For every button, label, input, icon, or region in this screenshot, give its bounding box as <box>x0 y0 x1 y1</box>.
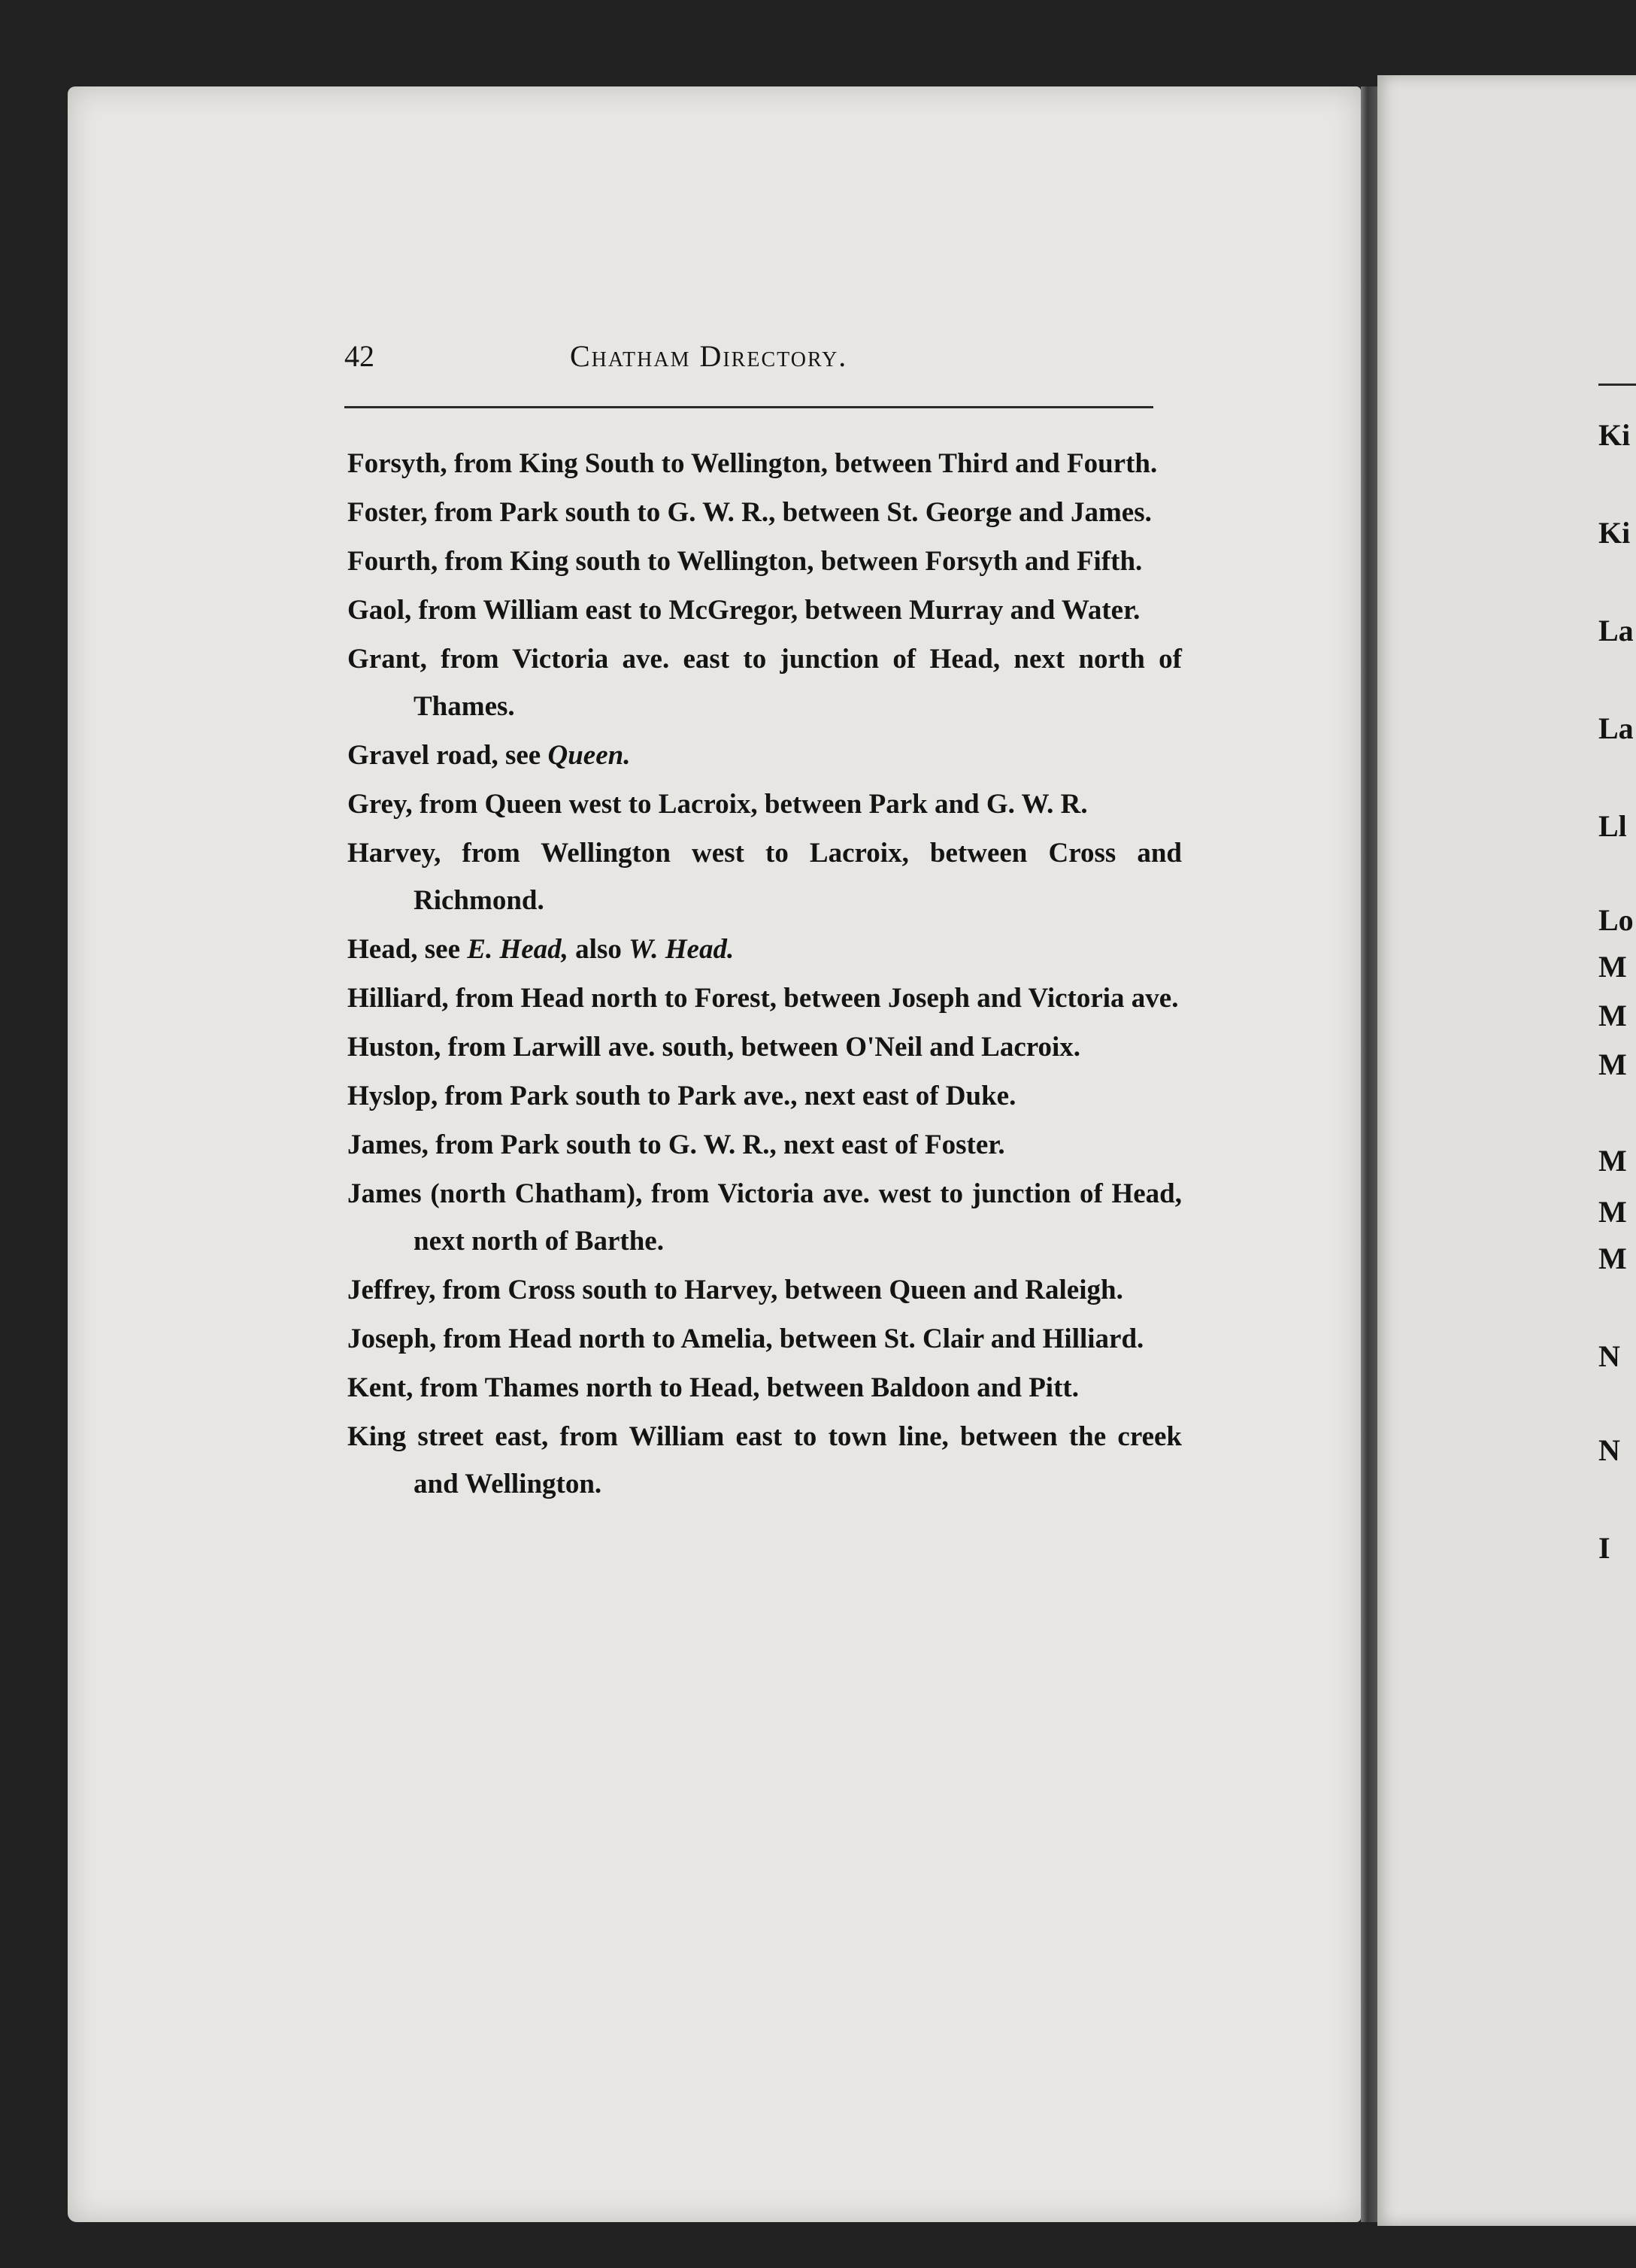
right-fragment: M <box>1598 1048 1627 1081</box>
page-header <box>344 338 1153 384</box>
right-fragment: Ki <box>1598 418 1631 452</box>
right-fragment: Ki <box>1598 516 1631 550</box>
right-fragment: N <box>1598 1433 1620 1467</box>
right-fragment: Lo <box>1598 903 1634 937</box>
right-fragment: Ll <box>1598 809 1627 843</box>
directory-entry: Harvey, from Wellington west to Lacroix, between Cross and Richmond. <box>347 838 1182 916</box>
directory-entry: Hyslop, from Park south to Park ave., next east of Duke. <box>347 1081 1016 1111</box>
right-fragment: M <box>1598 1195 1627 1229</box>
directory-entry: Fourth, from King south to Wellington, between Forsyth and Fifth. <box>347 546 1143 577</box>
directory-entry: James, from Park south to G. W. R., next east of Foster. <box>347 1129 1005 1160</box>
directory-entry: Head, see E. Head, also W. Head. <box>347 934 735 965</box>
directory-entry: Hilliard, from Head north to Forest, between Joseph and Victoria ave. <box>347 983 1179 1014</box>
book-gutter <box>1361 86 1377 2222</box>
right-fragment: M <box>1598 1242 1627 1275</box>
directory-entry: Kent, from Thames north to Head, between Baldoon and Pitt. <box>347 1372 1079 1403</box>
right-fragment: La <box>1598 711 1634 745</box>
right-fragment: I <box>1598 1531 1610 1565</box>
right-page-rule <box>1598 384 1636 386</box>
directory-entry: Gravel road, see Queen. <box>347 740 631 771</box>
page-number: 42 <box>344 339 374 373</box>
right-fragment: N <box>1598 1339 1620 1373</box>
directory-entry: Grey, from Queen west to Lacroix, between Park and G. W. R. <box>347 789 1088 820</box>
directory-entry: King street east, from William east to town line, between the creek and Wellington. <box>347 1421 1182 1499</box>
directory-entry: Joseph, from Head north to Amelia, between St. Clair and Hilliard. <box>347 1324 1144 1354</box>
header-rule <box>344 406 1153 408</box>
directory-entry: Grant, from Victoria ave. east to junction of Head, next north of Thames. <box>347 644 1182 722</box>
directory-entry: Gaol, from William east to McGregor, between Murray and Water. <box>347 595 1141 626</box>
directory-entry: James (north Chatham), from Victoria ave. west to junction of Head, next north of Barthe. <box>347 1178 1182 1257</box>
directory-entry: Forsyth, from King South to Wellington, between Third and Fourth. <box>347 448 1158 479</box>
directory-entry: Huston, from Larwill ave. south, between O'Neil and Lacroix. <box>347 1032 1081 1063</box>
directory-entry: Foster, from Park south to G. W. R., between St. George and James. <box>347 497 1152 528</box>
right-fragment: M <box>1598 950 1627 984</box>
right-fragment: M <box>1598 1144 1627 1178</box>
directory-entry: Jeffrey, from Cross south to Harvey, between Queen and Raleigh. <box>347 1275 1123 1305</box>
right-fragment: M <box>1598 999 1627 1032</box>
running-title: Chatham Directory. <box>570 339 848 373</box>
street-directory-list <box>347 440 1182 1509</box>
right-fragment: La <box>1598 614 1634 647</box>
right-page <box>1377 75 1636 2226</box>
